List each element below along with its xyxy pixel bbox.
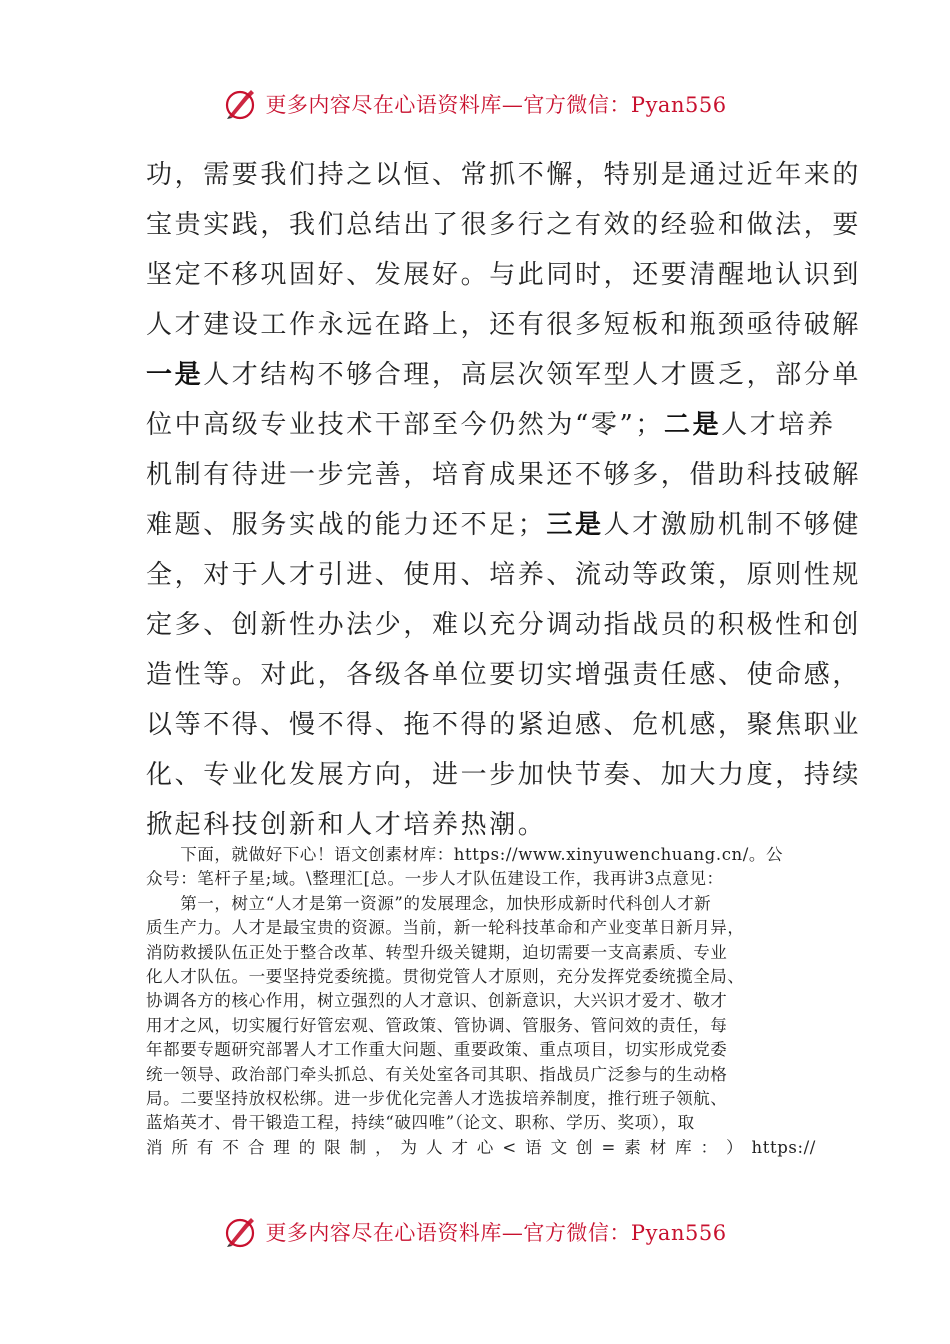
banner-text: 更多内容尽在心语资料库—官方微信：Pyan556 <box>265 1221 727 1245</box>
text-line: 位中高级专业技术干部至今仍然为“零”；二是人才培养 <box>146 410 836 440</box>
text-line: 下面，就做好下心！语文创素材库：https://www.xinyuwenchuang.cn/。公 <box>146 845 784 864</box>
bold-marker: 三是 <box>546 510 604 540</box>
text-token: 制 <box>349 1137 367 1157</box>
text-line: 全，对于人才引进、使用、培养、流动等政策，原则性规 <box>146 560 862 590</box>
text-line: 蓝焰英才、骨干锻造工程，持续“破四唯”（论文、职称、学历、奖项），取 <box>146 1113 695 1133</box>
pen-logo-icon <box>223 86 259 122</box>
text-token: 理 <box>273 1137 291 1157</box>
text-token: https:// <box>751 1137 816 1157</box>
text-token: 心 <box>476 1137 494 1157</box>
text-token: 限 <box>324 1137 342 1157</box>
bold-marker: 二是 <box>663 410 722 440</box>
pen-logo-icon <box>223 1214 259 1250</box>
text-token: 创 <box>576 1137 594 1157</box>
text-line: 化、专业化发展方向，进一步加快节奏、加大力度，持续 <box>146 760 862 790</box>
text-line: 质生产力。人才是最宝贵的资源。当前，新一轮科技革命和产业变革日新月异， <box>146 918 745 938</box>
text-line: 难题、服务实战的能力还不足；三是人才激励机制不够健 <box>146 510 862 540</box>
text-token: 不 <box>222 1137 240 1157</box>
text-token: 为 <box>400 1137 418 1157</box>
text-token: 有 <box>196 1137 215 1157</box>
text-line: 众号：笔杆子星;域。\整理汇[总。一步人才队伍建设工作，我再讲3点意见： <box>146 869 724 889</box>
text-line: 统一领导、政治部门牵头抓总、有关处室各司其职、指战员广泛参与的生动格 <box>146 1064 728 1084</box>
text-line: 机制有待进一步完善，培育成果还不够多，借助科技破解 <box>146 460 862 490</box>
text-line: 年都要专题研究部署人才工作重大问题、重要政策、重点项目，切实形成党委 <box>146 1040 728 1060</box>
text-line: 一是人才结构不够合理，高层次领军型人才匮乏，部分单 <box>146 360 862 390</box>
footer-banner <box>0 1210 950 1254</box>
text-token: 才 <box>451 1137 469 1157</box>
banner-text: 更多内容尽在心语资料库—官方微信：Pyan556 <box>265 93 727 117</box>
header-banner <box>0 82 950 126</box>
text-line: 局。二要坚持放权松绑。进一步优化完善人才选拔培养制度，推行班子领航、 <box>146 1088 728 1108</box>
text-token: 合 <box>247 1137 265 1157</box>
text-token: = <box>601 1137 616 1157</box>
text-token: ： <box>700 1137 718 1157</box>
text-line: 化人才队伍。一要坚持党委统揽。贯彻党管人才原则，充分发挥党委统揽全局、 <box>146 966 745 986</box>
text-token: < <box>502 1137 517 1157</box>
bold-marker: 一是 <box>146 360 204 390</box>
text-line: 功，需要我们持之以恒、常抓不懈，特别是通过近年来的 <box>146 160 862 190</box>
text-token: 材 <box>649 1137 667 1157</box>
text-line: 人才建设工作永远在路上，还有很多短板和瓶颈亟待破解 <box>146 310 862 340</box>
text-line: 用才之风，切实履行好管宏观、管政策、管协调、管服务、管问效的责任，每 <box>146 1015 728 1035</box>
text-line: 协调各方的核心作用，树立强烈的人才意识、创新意识，大兴识才爱才、敬才 <box>146 991 728 1011</box>
text-token: ， <box>375 1137 393 1157</box>
text-token: 库 <box>675 1137 693 1157</box>
text-line: 坚定不移巩固好、发展好。与此同时，还要清醒地认识到 <box>146 260 862 290</box>
text-token: 人 <box>425 1137 444 1157</box>
body-paragraph-large <box>146 150 862 850</box>
text-token: 消 <box>146 1137 164 1157</box>
text-token: 语 <box>525 1137 543 1157</box>
text-line: 掀起科技创新和人才培养热潮。 <box>146 810 547 840</box>
text-line: 消防救援队伍正处于整合改革、转型升级关键期，迫切需要一支高素质、专业 <box>146 942 728 962</box>
body-paragraph-small <box>146 843 816 1160</box>
text-token: ） <box>726 1137 744 1157</box>
text-line-justified <box>146 1136 816 1160</box>
text-token: 素 <box>624 1137 642 1157</box>
text-token: 的 <box>298 1137 316 1157</box>
text-line: 造性等。对此，各级各单位要切实增强责任感、使命感， <box>146 660 862 690</box>
text-token: 所 <box>171 1137 189 1157</box>
text-line: 第一，树立“人才是第一资源”的发展理念，加快形成新时代科创人才新 <box>146 893 712 913</box>
text-line: 宝贵实践，我们总结出了很多行之有效的经验和做法，要 <box>146 210 862 240</box>
text-line: 定多、创新性办法少，难以充分调动指战员的积极性和创 <box>146 610 862 640</box>
text-line: 以等不得、慢不得、拖不得的紧迫感、危机感，聚焦职业 <box>146 710 862 740</box>
text-token: 文 <box>550 1137 568 1157</box>
